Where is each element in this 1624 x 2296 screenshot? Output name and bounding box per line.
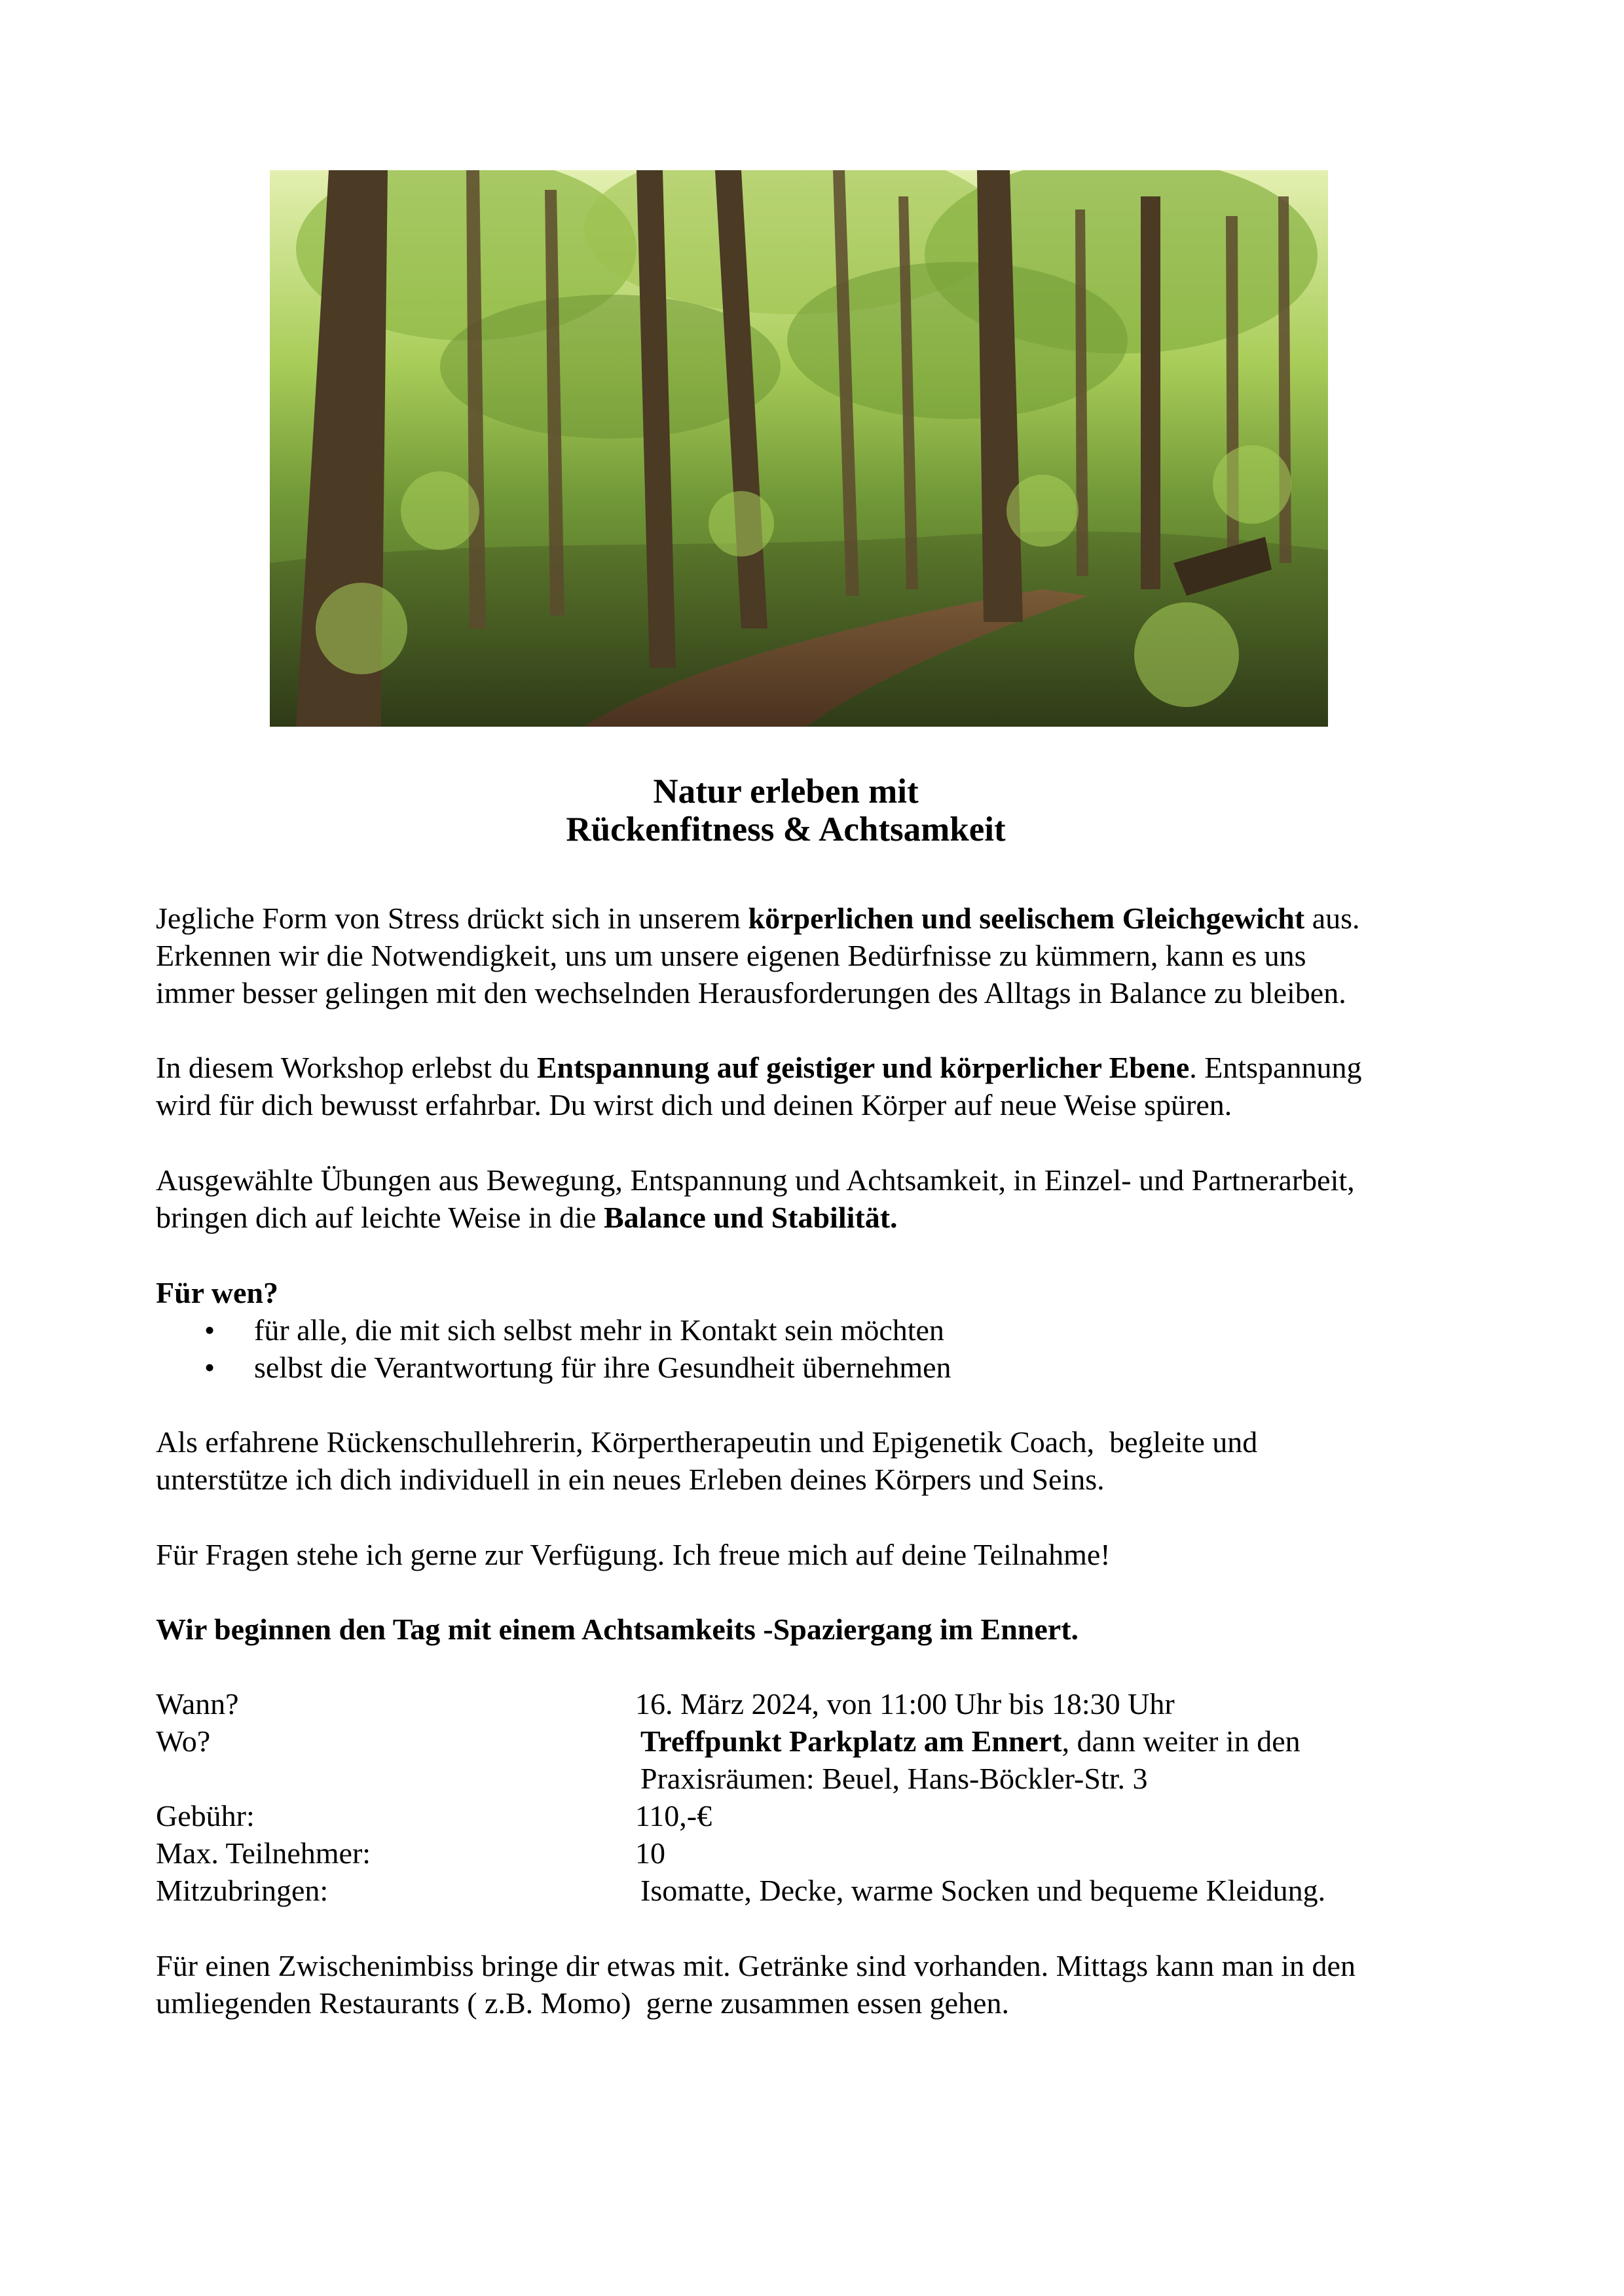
forest-illustration: [270, 170, 1328, 727]
paragraph-intro: [156, 900, 1492, 1011]
detail-row-where-continued: [156, 1760, 1531, 1797]
text-run: , dann weiter in den: [1061, 1724, 1301, 1758]
text-run: . Entspannung: [1189, 1051, 1362, 1084]
detail-row-max-participants: [156, 1834, 1531, 1872]
detail-label: Gebühr:: [156, 1799, 255, 1832]
page-title: [0, 773, 1572, 848]
detail-label: Max. Teilnehmer:: [156, 1836, 371, 1870]
text-run: Jegliche Form von Stress drückt sich in unserem: [156, 902, 748, 935]
target-group-list: [156, 1311, 1492, 1386]
detail-label: Wo?: [156, 1724, 211, 1758]
title-line-2: Rückenfitness & Achtsamkeit: [566, 811, 1006, 848]
paragraph-questions-text: Für Fragen stehe ich gerne zur Verfügung. Ich freue mich auf deine Teilnahme!: [156, 1538, 1111, 1571]
target-group-heading-text: Für wen?: [156, 1276, 278, 1309]
paragraph-lunch-line-2: umliegenden Restaurants ( z.B. Momo) gerne zusammen essen gehen.: [156, 1986, 1009, 2020]
paragraph-exercises-line-2: [156, 1199, 1492, 1236]
detail-label: Mitzubringen:: [156, 1874, 329, 1907]
text-run: bringen dich auf leichte Weise in die: [156, 1201, 604, 1234]
paragraph-intro-line-2: Erkennen wir die Notwendigkeit, uns um unsere eigenen Bedürfnisse zu kümmern, kann es uns: [156, 939, 1306, 972]
list-item: [156, 1349, 1492, 1386]
paragraph-start-text: Wir beginnen den Tag mit einem Achtsamkeits -Spaziergang im Ennert.: [156, 1613, 1079, 1646]
text-run: In diesem Workshop erlebst du: [156, 1051, 537, 1084]
paragraph-workshop-line-1: [156, 1049, 1492, 1086]
list-item-text: selbst die Verantwortung für ihre Gesundheit übernehmen: [254, 1351, 951, 1384]
paragraph-exercises: [156, 1161, 1492, 1236]
paragraph-workshop-line-2: wird für dich bewusst erfahrbar. Du wirst dich und deinen Körper auf neue Weise spüren.: [156, 1088, 1232, 1121]
list-item: [156, 1311, 1492, 1349]
forest-photo: [270, 170, 1328, 727]
bold-text: Treffpunkt Parkplatz am Ennert: [640, 1724, 1062, 1758]
target-group-heading: [156, 1274, 1492, 1311]
bullet-icon: •: [204, 1313, 215, 1347]
bold-text: Entspannung auf geistiger und körperlicher Ebene: [536, 1051, 1190, 1084]
detail-row-when: [156, 1685, 1531, 1722]
bullet-icon: •: [204, 1351, 215, 1384]
detail-row-where: [156, 1722, 1531, 1760]
paragraph-about: [156, 1423, 1492, 1498]
detail-value: Praxisräumen: Beuel, Hans-Böckler-Str. 3: [640, 1762, 1148, 1795]
detail-label: Wann?: [156, 1687, 239, 1721]
detail-value: 10: [635, 1836, 665, 1870]
paragraph-about-line-2: unterstütze ich dich individuell in ein neues Erleben deines Körpers und Seins.: [156, 1463, 1105, 1496]
paragraph-exercises-line-1: Ausgewählte Übungen aus Bewegung, Entspannung und Achtsamkeit, in Einzel- und Partnerarbeit,: [156, 1163, 1355, 1197]
title-line-1: Natur erleben mit: [653, 773, 919, 811]
detail-value: Isomatte, Decke, warme Socken und bequeme Kleidung.: [640, 1874, 1326, 1907]
bold-text: Balance und Stabilität.: [603, 1201, 898, 1234]
detail-row-fee: [156, 1797, 1531, 1834]
detail-row-bring: [156, 1872, 1531, 1909]
paragraph-intro-line-1: [156, 900, 1492, 937]
paragraph-about-line-1: Als erfahrene Rückenschullehrerin, Körpertherapeutin und Epigenetik Coach, begleite und: [156, 1425, 1258, 1459]
detail-value: [640, 1722, 1301, 1760]
bold-text: körperlichen und seelischem Gleichgewicht: [748, 902, 1305, 935]
text-run: aus.: [1304, 902, 1360, 935]
paragraph-questions: [156, 1536, 1492, 1573]
paragraph-lunch-line-1: Für einen Zwischenimbiss bringe dir etwas mit. Getränke sind vorhanden. Mittags kann man in den: [156, 1949, 1356, 1982]
list-item-text: für alle, die mit sich selbst mehr in Kontakt sein möchten: [254, 1313, 944, 1347]
paragraph-workshop: [156, 1049, 1492, 1123]
paragraph-lunch: [156, 1947, 1492, 2022]
detail-value: 16. März 2024, von 11:00 Uhr bis 18:30 Uhr: [635, 1687, 1175, 1721]
paragraph-start: [156, 1611, 1492, 1648]
detail-value: 110,-€: [635, 1799, 712, 1832]
paragraph-intro-line-3: immer besser gelingen mit den wechselnden Herausforderungen des Alltags in Balance zu bleiben.: [156, 976, 1346, 1010]
event-details: [156, 1685, 1531, 1909]
